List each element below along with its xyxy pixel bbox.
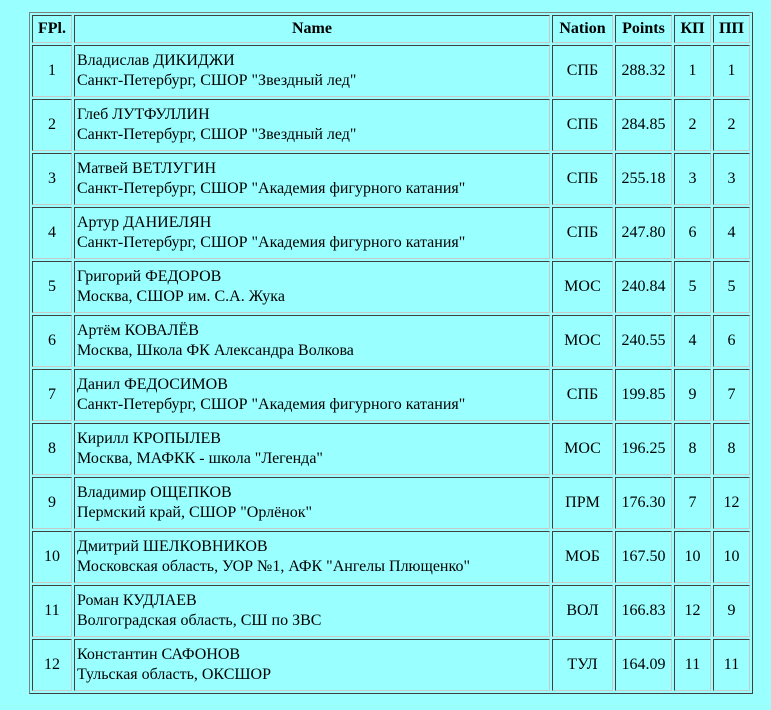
points-cell: 164.09 [615,639,672,691]
kp-cell: 1 [674,45,711,97]
points-cell: 166.83 [615,585,672,637]
table-row [32,261,750,313]
skater-club: Волгоградская область, СШ по ЗВС [77,612,322,629]
place-cell: 12 [32,639,72,691]
place-cell: 5 [32,261,72,313]
pp-cell: 11 [713,639,750,691]
skater-name: Роман КУДЛАЕВ [77,592,197,609]
skater-name: Артур ДАНИЕЛЯН [77,214,212,231]
place-cell: 9 [32,477,72,529]
skater-club: Тульская область, ОКСШОР [77,666,271,683]
skater-cell [74,99,550,151]
nation-cell: МОС [552,423,613,475]
skater-club: Санкт-Петербург, СШОР "Звездный лед" [77,126,357,143]
header-points: Points [615,15,672,43]
skater-name: Глеб ЛУТФУЛЛИН [77,106,210,123]
header-row [32,15,750,43]
skater-cell [74,477,550,529]
pp-cell: 1 [713,45,750,97]
kp-cell: 11 [674,639,711,691]
points-cell: 284.85 [615,99,672,151]
pp-cell: 5 [713,261,750,313]
skater-name: Владислав ДИКИДЖИ [77,52,235,69]
nation-cell: СПБ [552,45,613,97]
place-cell: 4 [32,207,72,259]
skater-cell [74,261,550,313]
skater-club: Санкт-Петербург, СШОР "Академия фигурного катания" [77,396,466,413]
points-cell: 255.18 [615,153,672,205]
place-cell: 1 [32,45,72,97]
kp-cell: 7 [674,477,711,529]
points-cell: 176.30 [615,477,672,529]
results-table [29,12,753,694]
table-row [32,369,750,421]
skater-cell [74,45,550,97]
skater-club: Пермский край, СШОР "Орлёнок" [77,504,313,521]
header-pp: ПП [713,15,750,43]
header-name: Name [74,15,550,43]
points-cell: 167.50 [615,531,672,583]
table-row [32,423,750,475]
header-place: FPl. [32,15,72,43]
skater-club: Москва, СШОР им. С.А. Жука [77,288,285,305]
results-container [29,12,753,694]
table-row [32,153,750,205]
table-row [32,531,750,583]
skater-cell [74,585,550,637]
nation-cell: СПБ [552,153,613,205]
place-cell: 2 [32,99,72,151]
table-row [32,477,750,529]
kp-cell: 9 [674,369,711,421]
pp-cell: 12 [713,477,750,529]
skater-name: Артём КОВАЛЁВ [77,322,199,339]
nation-cell: СПБ [552,369,613,421]
points-cell: 247.80 [615,207,672,259]
skater-cell [74,153,550,205]
place-cell: 6 [32,315,72,367]
table-row [32,207,750,259]
skater-name: Константин САФОНОВ [77,646,241,663]
skater-name: Данил ФЕДОСИМОВ [77,376,228,393]
skater-cell [74,531,550,583]
table-row [32,639,750,691]
skater-club: Москва, МАФКК - школа "Легенда" [77,450,323,467]
pp-cell: 10 [713,531,750,583]
skater-name: Григорий ФЕДОРОВ [77,268,222,285]
kp-cell: 10 [674,531,711,583]
nation-cell: МОС [552,261,613,313]
kp-cell: 4 [674,315,711,367]
skater-cell [74,423,550,475]
skater-club: Санкт-Петербург, СШОР "Академия фигурного катания" [77,234,466,251]
nation-cell: СПБ [552,99,613,151]
skater-name: Кирилл КРОПЫЛЕВ [77,430,221,447]
table-row [32,315,750,367]
header-kp: КП [674,15,711,43]
table-row [32,585,750,637]
place-cell: 8 [32,423,72,475]
kp-cell: 12 [674,585,711,637]
place-cell: 10 [32,531,72,583]
points-cell: 196.25 [615,423,672,475]
pp-cell: 6 [713,315,750,367]
nation-cell: МОС [552,315,613,367]
skater-cell [74,207,550,259]
pp-cell: 9 [713,585,750,637]
place-cell: 3 [32,153,72,205]
kp-cell: 6 [674,207,711,259]
nation-cell: ВОЛ [552,585,613,637]
kp-cell: 8 [674,423,711,475]
skater-name: Дмитрий ШЕЛКОВНИКОВ [77,538,268,555]
place-cell: 7 [32,369,72,421]
table-row [32,99,750,151]
skater-club: Московская область, УОР №1, АФК "Ангелы Плющенко" [77,558,470,575]
points-cell: 240.55 [615,315,672,367]
kp-cell: 2 [674,99,711,151]
nation-cell: МОБ [552,531,613,583]
results-body [32,45,750,691]
nation-cell: СПБ [552,207,613,259]
points-cell: 199.85 [615,369,672,421]
kp-cell: 3 [674,153,711,205]
points-cell: 240.84 [615,261,672,313]
header-nation: Nation [552,15,613,43]
skater-name: Владимир ОЩЕПКОВ [77,484,232,501]
points-cell: 288.32 [615,45,672,97]
pp-cell: 7 [713,369,750,421]
skater-cell [74,369,550,421]
skater-club: Москва, Школа ФК Александра Волкова [77,342,354,359]
kp-cell: 5 [674,261,711,313]
nation-cell: ТУЛ [552,639,613,691]
skater-cell [74,639,550,691]
pp-cell: 8 [713,423,750,475]
nation-cell: ПРМ [552,477,613,529]
skater-club: Санкт-Петербург, СШОР "Академия фигурного катания" [77,180,466,197]
pp-cell: 3 [713,153,750,205]
skater-club: Санкт-Петербург, СШОР "Звездный лед" [77,72,357,89]
place-cell: 11 [32,585,72,637]
pp-cell: 4 [713,207,750,259]
table-row [32,45,750,97]
pp-cell: 2 [713,99,750,151]
skater-cell [74,315,550,367]
skater-name: Матвей ВЕТЛУГИН [77,160,216,177]
